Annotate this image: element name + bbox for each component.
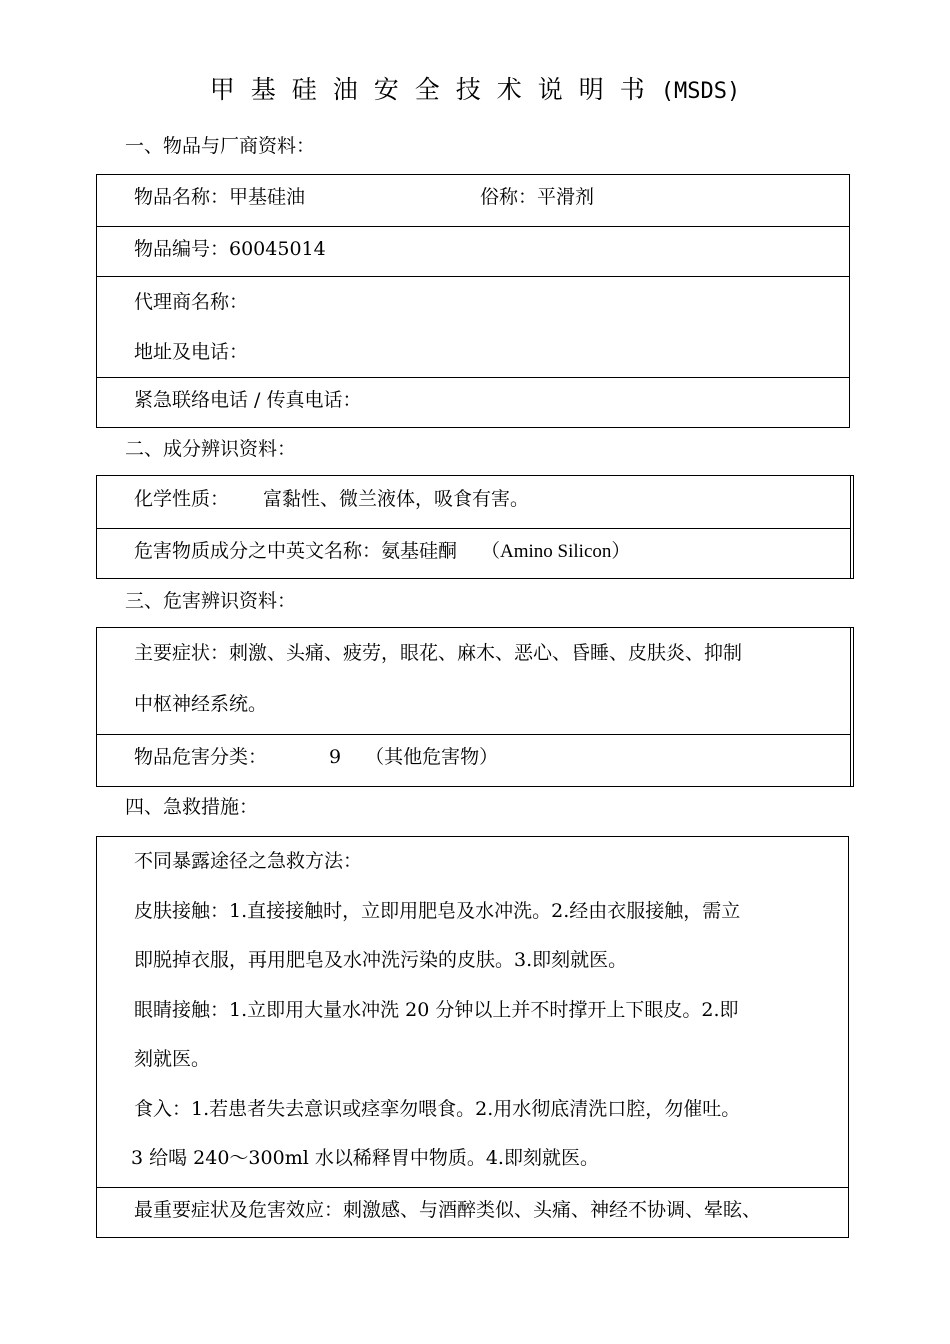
section-heading-2: 二、成分辨识资料： [125,438,297,460]
section-3-table [96,627,851,787]
first-aid-line: 即脱掉衣服，再用肥皂及水冲洗污染的皮肤。3.即刻就医。 [134,949,628,971]
row-agent [97,276,849,377]
row-effects [97,1187,848,1237]
hazard-component-en: （Amino Silicon） [481,541,631,562]
first-aid-line: 眼睛接触：1.立即用大量水冲洗 20 分钟以上并不时撑开上下眼皮。2.即 [134,998,739,1021]
section-heading-4: 四、急救措施： [125,796,259,818]
hazard-class-label: 物品危害分类： [134,746,268,768]
row-emergency [97,377,849,427]
row-product-name [97,175,849,226]
section-heading-1: 一、物品与厂商资料： [125,135,316,157]
symptoms-line-1: 主要症状：刺激、头痛、疲劳，眼花、麻木、恶心、昏睡、皮肤炎、抑制 [134,642,743,664]
title-chinese: 甲基硅油安全技术说明书 [209,75,661,104]
row-chemical [97,476,850,528]
agent-name: 代理商名称： [134,291,249,313]
first-aid-line: 刻就医。 [134,1048,211,1070]
title-msds: (MSDS) [660,79,741,104]
emergency-phone: 紧急联络电话 / 传真电话： [134,389,362,411]
effects-line: 最重要症状及危害效应：刺激感、与酒醉类似、头痛、神经不协调、晕眩、 [134,1199,762,1221]
hazard-class-desc: （其他危害物） [365,746,499,768]
chemical-value: 富黏性、微兰液体，吸食有害。 [263,488,530,510]
hazard-component-cn: 危害物质成分之中英文名称：氨基硅酮 [134,540,458,562]
document-title [0,70,950,106]
chemical-label: 化学性质： [134,488,230,510]
section-2-table [96,475,851,579]
common-name: 俗称：平滑剂 [480,186,595,208]
symptoms-line-2: 中枢神经系统。 [134,693,268,715]
section-1-table [96,174,850,428]
first-aid-line: 3 给喝 240～300ml 水以稀释胃中物质。4.即刻就医。 [131,1147,599,1169]
row-first-aid [97,837,848,1187]
hazard-class-value: 9 [329,746,342,768]
section-4-table [96,836,849,1238]
first-aid-line: 食入：1.若患者失去意识或痉挛勿喂食。2.用水彻底清洗口腔，勿催吐。 [134,1097,741,1120]
address-phone: 地址及电话： [134,341,249,363]
row-product-code [97,226,849,276]
row-symptoms [97,628,850,734]
section-heading-3: 三、危害辨识资料： [125,590,297,612]
row-hazard-component [97,528,850,578]
product-name: 物品名称：甲基硅油 [134,186,306,208]
first-aid-line: 不同暴露途径之急救方法： [134,850,363,872]
first-aid-line: 皮肤接触：1.直接接触时，立即用肥皂及水冲洗。2.经由衣服接触，需立 [134,899,741,922]
product-code: 物品编号：60045014 [134,238,326,260]
row-hazard-class [97,734,850,786]
